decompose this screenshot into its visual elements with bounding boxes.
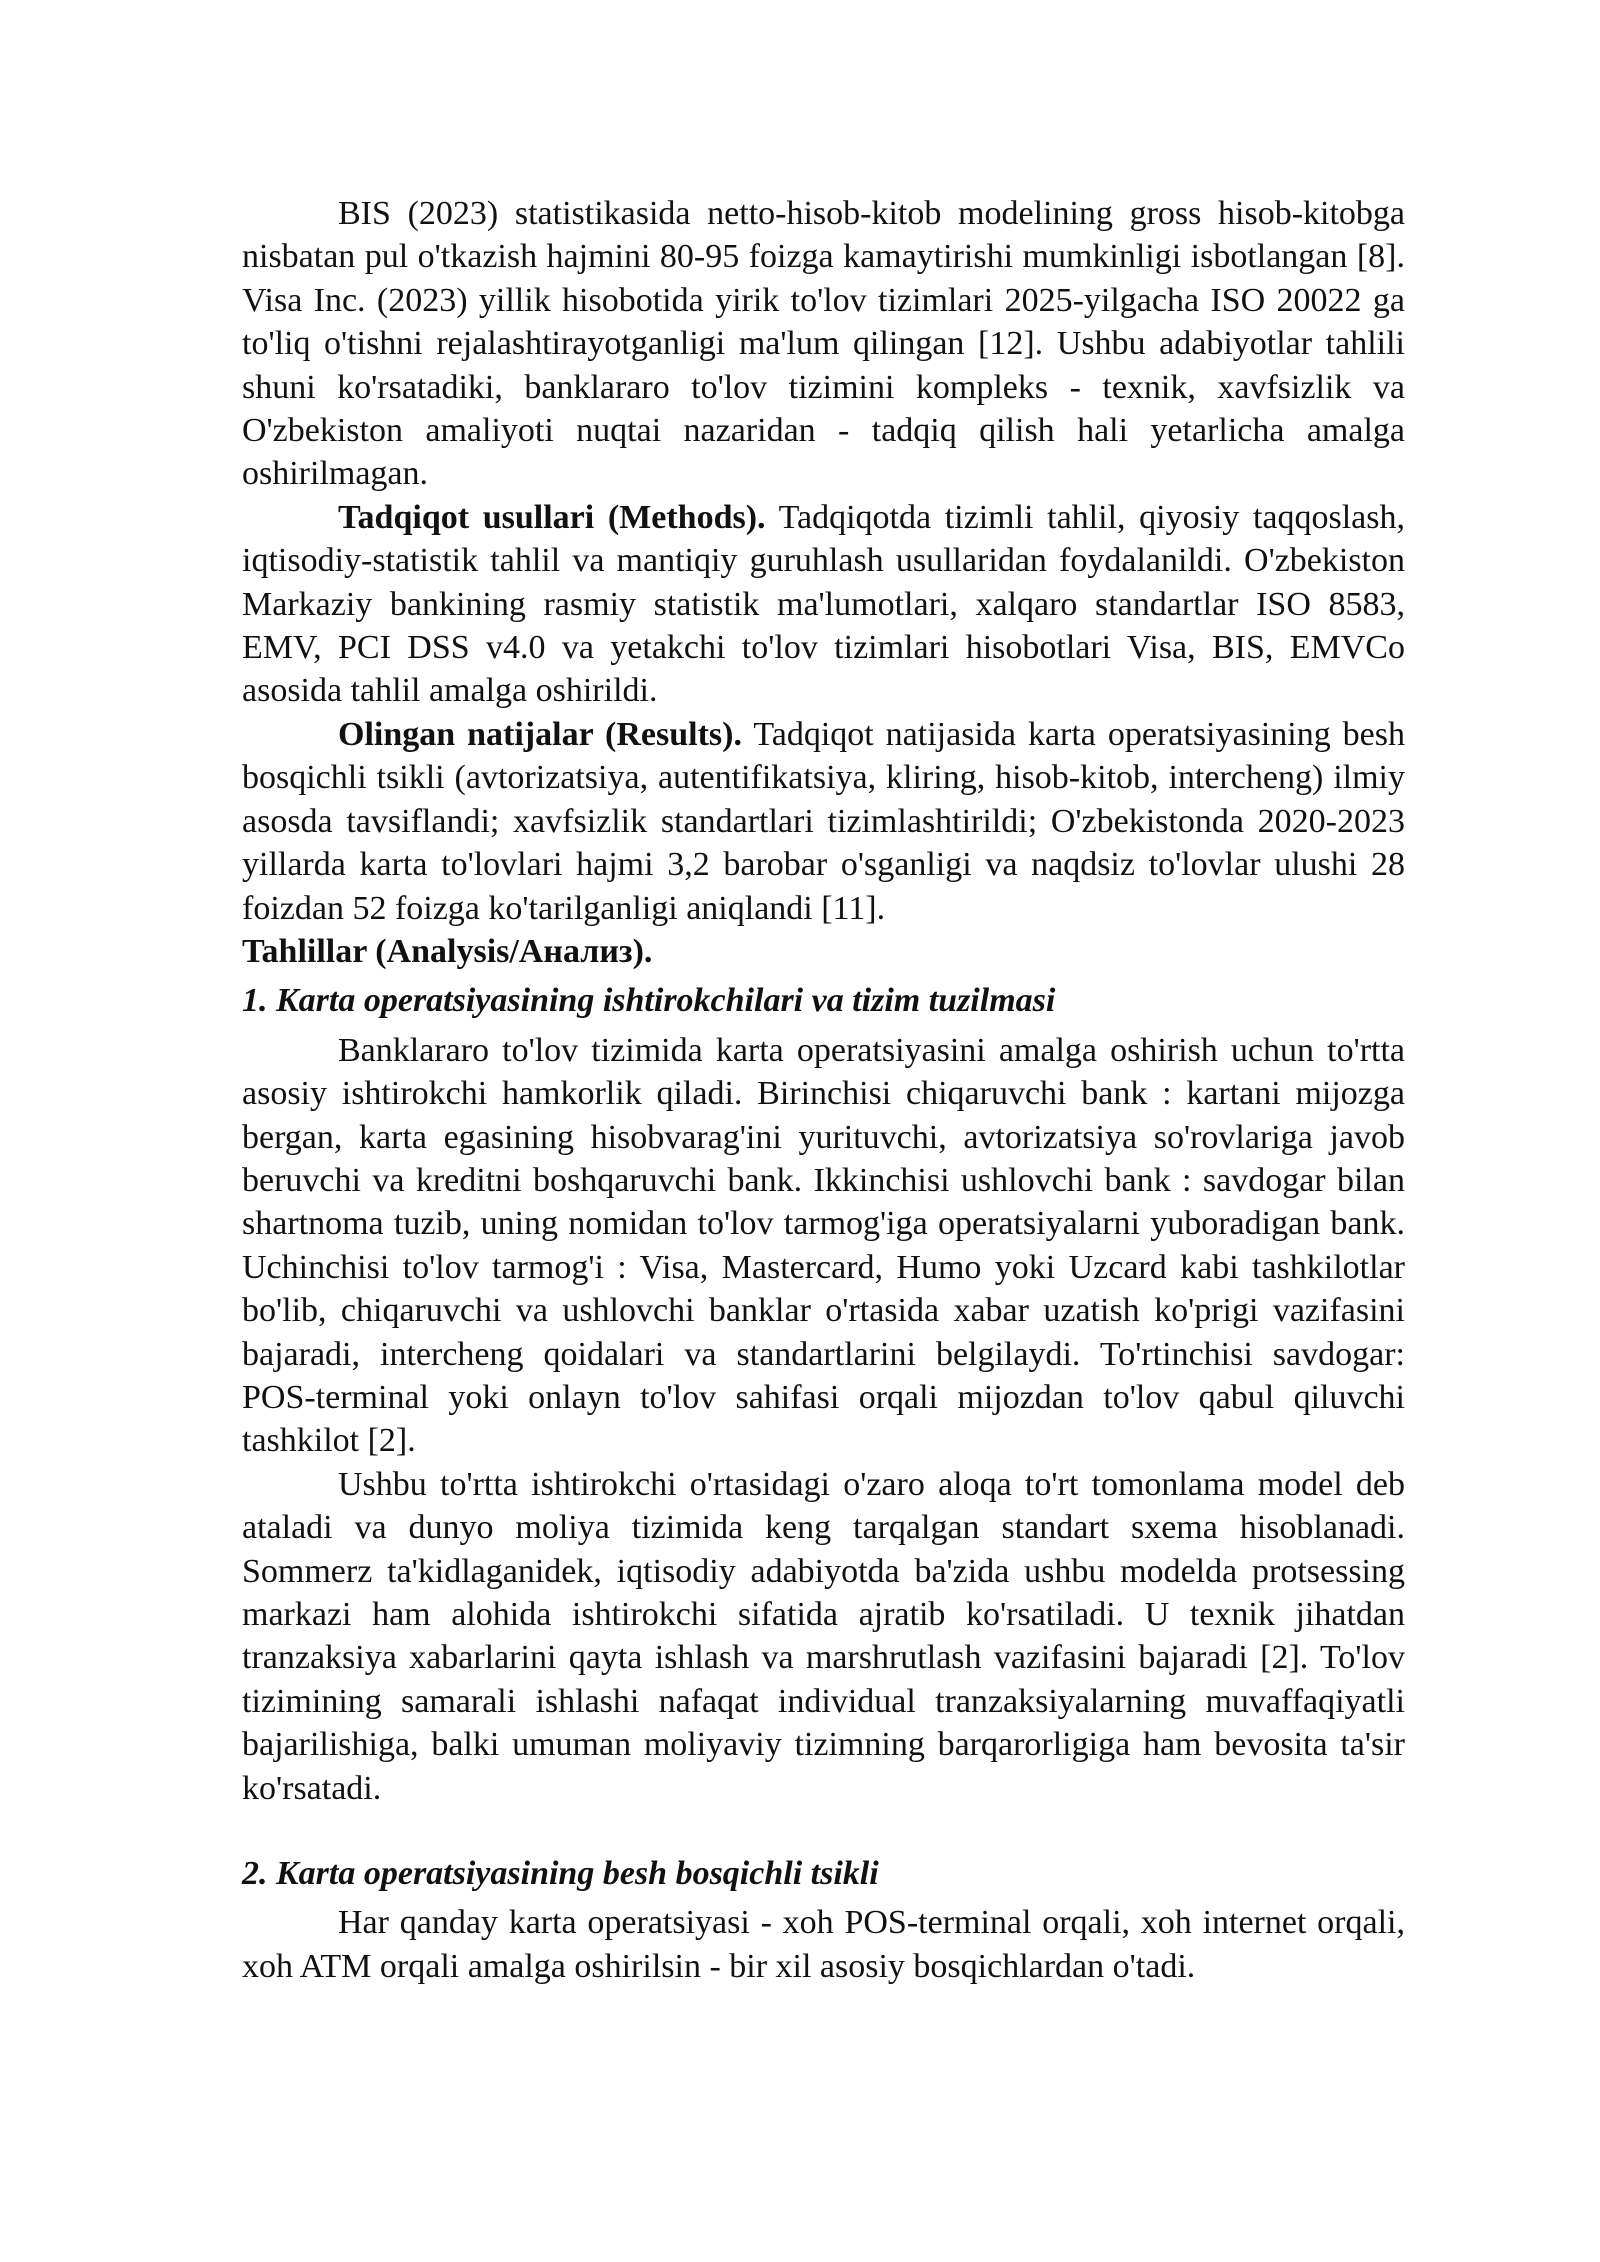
paragraph-four-party-model: Ushbu to'rtta ishtirokchi o'rtasidagi o'zaro aloqa to'rt tomonlama model deb ataladi va dunyo moliya tizimida keng tarqalgan standart sxema hisoblanadi. Sommerz ta'kidlaganidek, iqtisodiy adabiyotda ba'zida ushbu modelda protsessing markazi ham alohida ishtirokchi sifatida ajratib ko'rsatiladi. U texnik jihatdan tranzaksiya xabarlarini qayta ishlash va marshrutlash vazifasini bajaradi [2]. To'lov tizimining samarali ishlashi nafaqat individual tranzaksiyalarning muvaffaqiyatli bajarilishiga, balki umuman moliyaviy tizimning barqarorligiga ham bevosita ta'sir ko'rsatadi. [242, 1465, 1405, 1807]
paragraph-five-stage-intro: Har qanday karta operatsiyasi - xoh POS-terminal orqali, xoh internet orqali, xoh ATM orqali amalga oshirilsin - bir xil asosiy bosqichlardan o'tadi. [242, 1904, 1405, 1985]
paragraph-literature-review: BIS (2023) statistikasida netto-hisob-kitob modelining gross hisob-kitobga nisbatan pul o'tkazish hajmini 80-95 foizga kamaytirishi mumkinligi isbotlangan [8]. Visa Inc. (2023) yillik hisobotida yirik to'lov tizimlari 2025-yilgacha ISO 20022 ga to'liq o'tishni rejalashtirayotganligi ma'lum qilingan [12]. Ushbu adabiyotlar tahlili shuni ko'rsatadiki, banklararo to'lov tizimini kompleks - texnik, xavfsizlik va O'zbekiston amaliyoti nuqtai nazaridan - tadqiq qilish hali yetarlicha amalga oshirilmagan. [242, 195, 1405, 493]
methods-lead: Tadqiqot usullari (Methods). [338, 498, 766, 536]
section-spacer [242, 1810, 1405, 1852]
paragraph-participants: Banklararo to'lov tizimida karta operatsiyasini amalga oshirish uchun to'rtta asosiy ishtirokchi hamkorlik qiladi. Birinchisi chiqaruvchi bank : kartani mijozga bergan, karta egasining hisobvarag'ini yurituvchi, avtorizatsiya so'rovlariga javob beruvchi va kreditni boshqaruvchi bank. Ikkinchisi ushlovchi bank : savdogar bilan shartnoma tuzib, uning nomidan to'lov tarmog'iga operatsiyalarni yuboradigan bank. Uchinchisi to'lov tarmog'i : Visa, Mastercard, Humo yoki Uzcard kabi tashkilotlar bo'lib, chiqaruvchi va ushlovchi banklar o'rtasida xabar uzatish ko'prigi vazifasini bajaradi, intercheng qoidalari va standartlarini belgilaydi. To'rtinchisi savdogar: POS-terminal yoki onlayn to'lov sahifasi orqali mijozdan to'lov qabul qiluvchi tashkilot [2]. [242, 1031, 1405, 1460]
paragraph-methods [242, 496, 1405, 713]
section-2-heading: 2. Karta operatsiyasining besh bosqichli tsikli [242, 1855, 879, 1893]
document-page [242, 192, 1405, 1988]
results-text: Tadqiqot natijasida karta operatsiyasining besh bosqichli tsikli (avtorizatsiya, autentifikatsiya, kliring, hisob-kitob, intercheng) ilmiy asosda tavsiflandi; xavfsizlik standartlari tizimlashtirildi; O'zbekistonda 2020-2023 yillarda karta to'lovlari hajmi 3,2 barobar o'sganligi va naqdsiz to'lovlar ulushi 28 foizdan 52 foizga ko'tarilganligi aniqlandi [11]. [242, 715, 1406, 927]
analysis-heading: Tahlillar (Analysis/Анализ). [242, 932, 653, 970]
results-lead: Olingan natijalar (Results). [338, 715, 742, 753]
methods-text: Tadqiqotda tizimli tahlil, qiyosiy taqqoslash, iqtisodiy-statistik tahlil va mantiqiy guruhlash usullaridan foydalanildi. O'zbekiston Markaziy bankining rasmiy statistik ma'lumotlari, xalqaro standartlar ISO 8583, EMV, PCI DSS v4.0 va yetakchi to'lov tizimlari hisobotlari Visa, BIS, EMVCo asosida tahlil amalga oshirildi. [242, 498, 1405, 710]
section-1-heading: 1. Karta operatsiyasining ishtirokchilari va tizim tuzilmasi [242, 982, 1056, 1020]
paragraph-results [242, 713, 1405, 930]
